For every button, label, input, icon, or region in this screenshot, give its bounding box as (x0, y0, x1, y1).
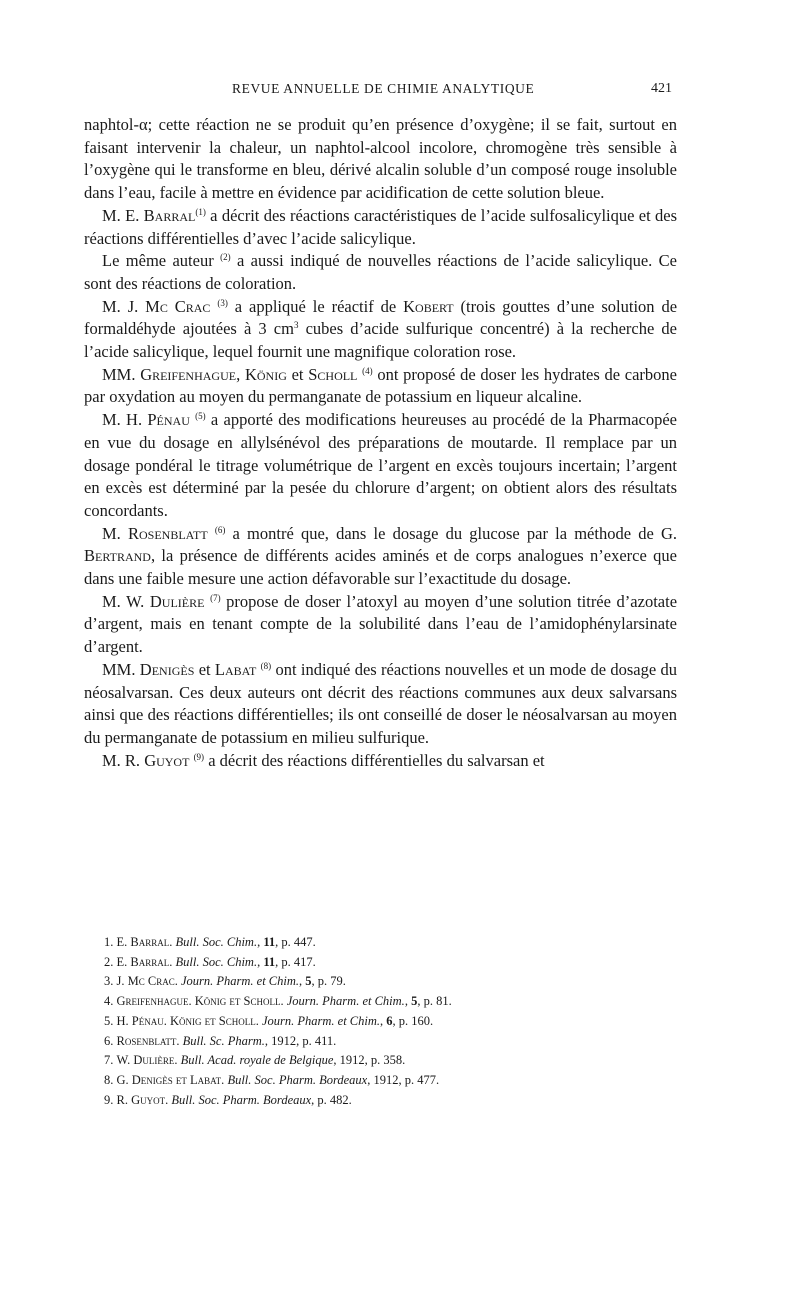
paragraph-10: M. R. Guyot $^{(9)}$ a décrit des réactions différentielles du salvarsan et (102, 750, 545, 770)
footnote-ref: (3) (217, 297, 228, 308)
paragraph-7: M. Rosenblatt $^{(6)}$ a montré que, dans le dosage du glucose par la méthode de G. Bertrand, la présence de différents acides aminés et de corps analogues n’exerce que dans une faible mesure une action défavorable sur l’exactitude du dosage. (84, 523, 678, 589)
superscript: 3 (293, 320, 299, 331)
footnotes (104, 933, 664, 1110)
author-name: Barral (143, 205, 196, 225)
footnote-ref: (1) (195, 206, 206, 217)
author-name: König (244, 364, 287, 384)
author-name: Kobert (403, 296, 454, 316)
author-name: Labat (214, 659, 257, 679)
footnote-ref: (2) (220, 252, 231, 263)
author-name: Mc Crac (145, 296, 211, 316)
footnote: 5. H. Pénau. König et Scholl. Journ. Pharm. et Chim., 6, p. 160. (104, 1013, 434, 1028)
footnote: 1. E. Barral. Bull. Soc. Chim., 11, p. 447. (104, 935, 316, 949)
footnote: 9. R. Guyot. Bull. Soc. Pharm. Bordeaux, p. 482. (104, 1092, 352, 1107)
footnote-ref: (9) (193, 751, 205, 762)
footnote-ref: (5) (195, 411, 206, 422)
footnote-ref: (6) (214, 524, 226, 535)
footnote: 2. E. Barral. Bull. Soc. Chim., 11, p. 417. (104, 954, 316, 969)
footnote: 6. Rosenblatt. Bull. Sc. Pharm., 1912, p. 411. (104, 1033, 337, 1048)
author-name: Pénau (147, 410, 190, 430)
author-name: Greifenhague (140, 364, 237, 384)
paragraph-5: MM. Greifenhague, König et Scholl $^{(4)}$ ont proposé de doser les hydrates de carbone par oxydation au moyen du permanganate de potassium en liqueur alcaline. (84, 364, 677, 407)
footnote: 8. G. Denigès et Labat. Bull. Soc. Pharm. Bordeaux, 1912, p. 477. (104, 1072, 440, 1087)
author-name: Rosenblatt (127, 523, 208, 543)
paragraph-8: M. W. Dulière $^{(7)}$ propose de doser l’atoxyl au moyen d’une solution titrée d’azotate d’argent, mais en tenant compte de la solubilité dans l’eau de l’amidophénylarsinate d’argent. (84, 591, 678, 657)
running-title: REVUE ANNUELLE DE CHIMIE ANALYTIQUE (232, 81, 535, 96)
paragraph-1: naphtol-α; cette réaction ne se produit qu’en présence d’oxygène; il se fait, surtout en faisant intervenir la chaleur, un naphtol-alcool incolore, chromogène très sensible à l’oxygène qui le transforme en bleu, dérivé alcalin soluble d’un composé rouge insoluble dans l’eau, facile à mettre en évidence par acidification de cette solution bleue. (84, 115, 677, 203)
author-name: Denigès (139, 659, 195, 679)
footnote: 3. J. Mc Crac. Journ. Pharm. et Chim., 5, p. 79. (104, 974, 346, 989)
footnote: 4. Greifenhague. König et Scholl. Journ. Pharm. et Chim., 5, p. 81. (104, 994, 452, 1009)
page-number: 421 (651, 81, 672, 96)
footnote-ref: (8) (260, 660, 272, 671)
paragraph-2: M. E. Barral$^{(1)}$ a décrit des réactions caractéristiques de l’acide sulfosalicylique et des réactions différentielles d’avec l’acide salicylique. (84, 205, 677, 248)
author-name: Scholl (308, 364, 358, 384)
author-name: Bertrand (84, 546, 151, 566)
paragraph-6: M. H. Pénau $^{(5)}$ a apporté des modifications heureuses au procédé de la Pharmacopée en vue du dosage en allylsénévol des préparations de moutarde. Il remplace par un dosage pondéral le titrage volumétrique de l’argent en excès toujours incertain; l’argent en excès est déterminé par la pesée du chlorure d’argent; on obtient alors des résultats concordants. (84, 410, 678, 520)
paragraph-3: Le même auteur $^{(2)}$ a aussi indiqué de nouvelles réactions de l’acide salicylique. Ce sont des réactions de coloration. (84, 251, 677, 293)
body-text (84, 114, 677, 772)
page-header (0, 81, 800, 103)
paragraph-4: M. J. Mc Crac $^{(3)}$ a appliqué le réactif de Kobert (trois gouttes d’une solution de formaldéhyde ajoutées à 3 $cm^3$ cubes d’acide sulfurique concentré) à la recherche de l’acide salicylique, lequel fournit une magnifique coloration rose. (84, 296, 678, 362)
footnote-ref: (7) (210, 592, 221, 603)
footnote: 7. W. Dulière. Bull. Acad. royale de Belgique, 1912, p. 358. (104, 1053, 406, 1068)
footnote-ref: (4) (362, 365, 373, 376)
paragraph-9: MM. Denigès et Labat $^{(8)}$ ont indiqué des réactions nouvelles et un mode de dosage du néosalvarsan. Ces deux auteurs ont décrit des réactions communes aux deux salvarsans ainsi que des réactions différentielles; ils ont conseillé de doser le néosalvarsan au moyen du permanganate de potassium en milieu sulfurique. (84, 659, 677, 747)
author-name: Dulière (149, 591, 205, 611)
author-name: Guyot (144, 750, 190, 770)
